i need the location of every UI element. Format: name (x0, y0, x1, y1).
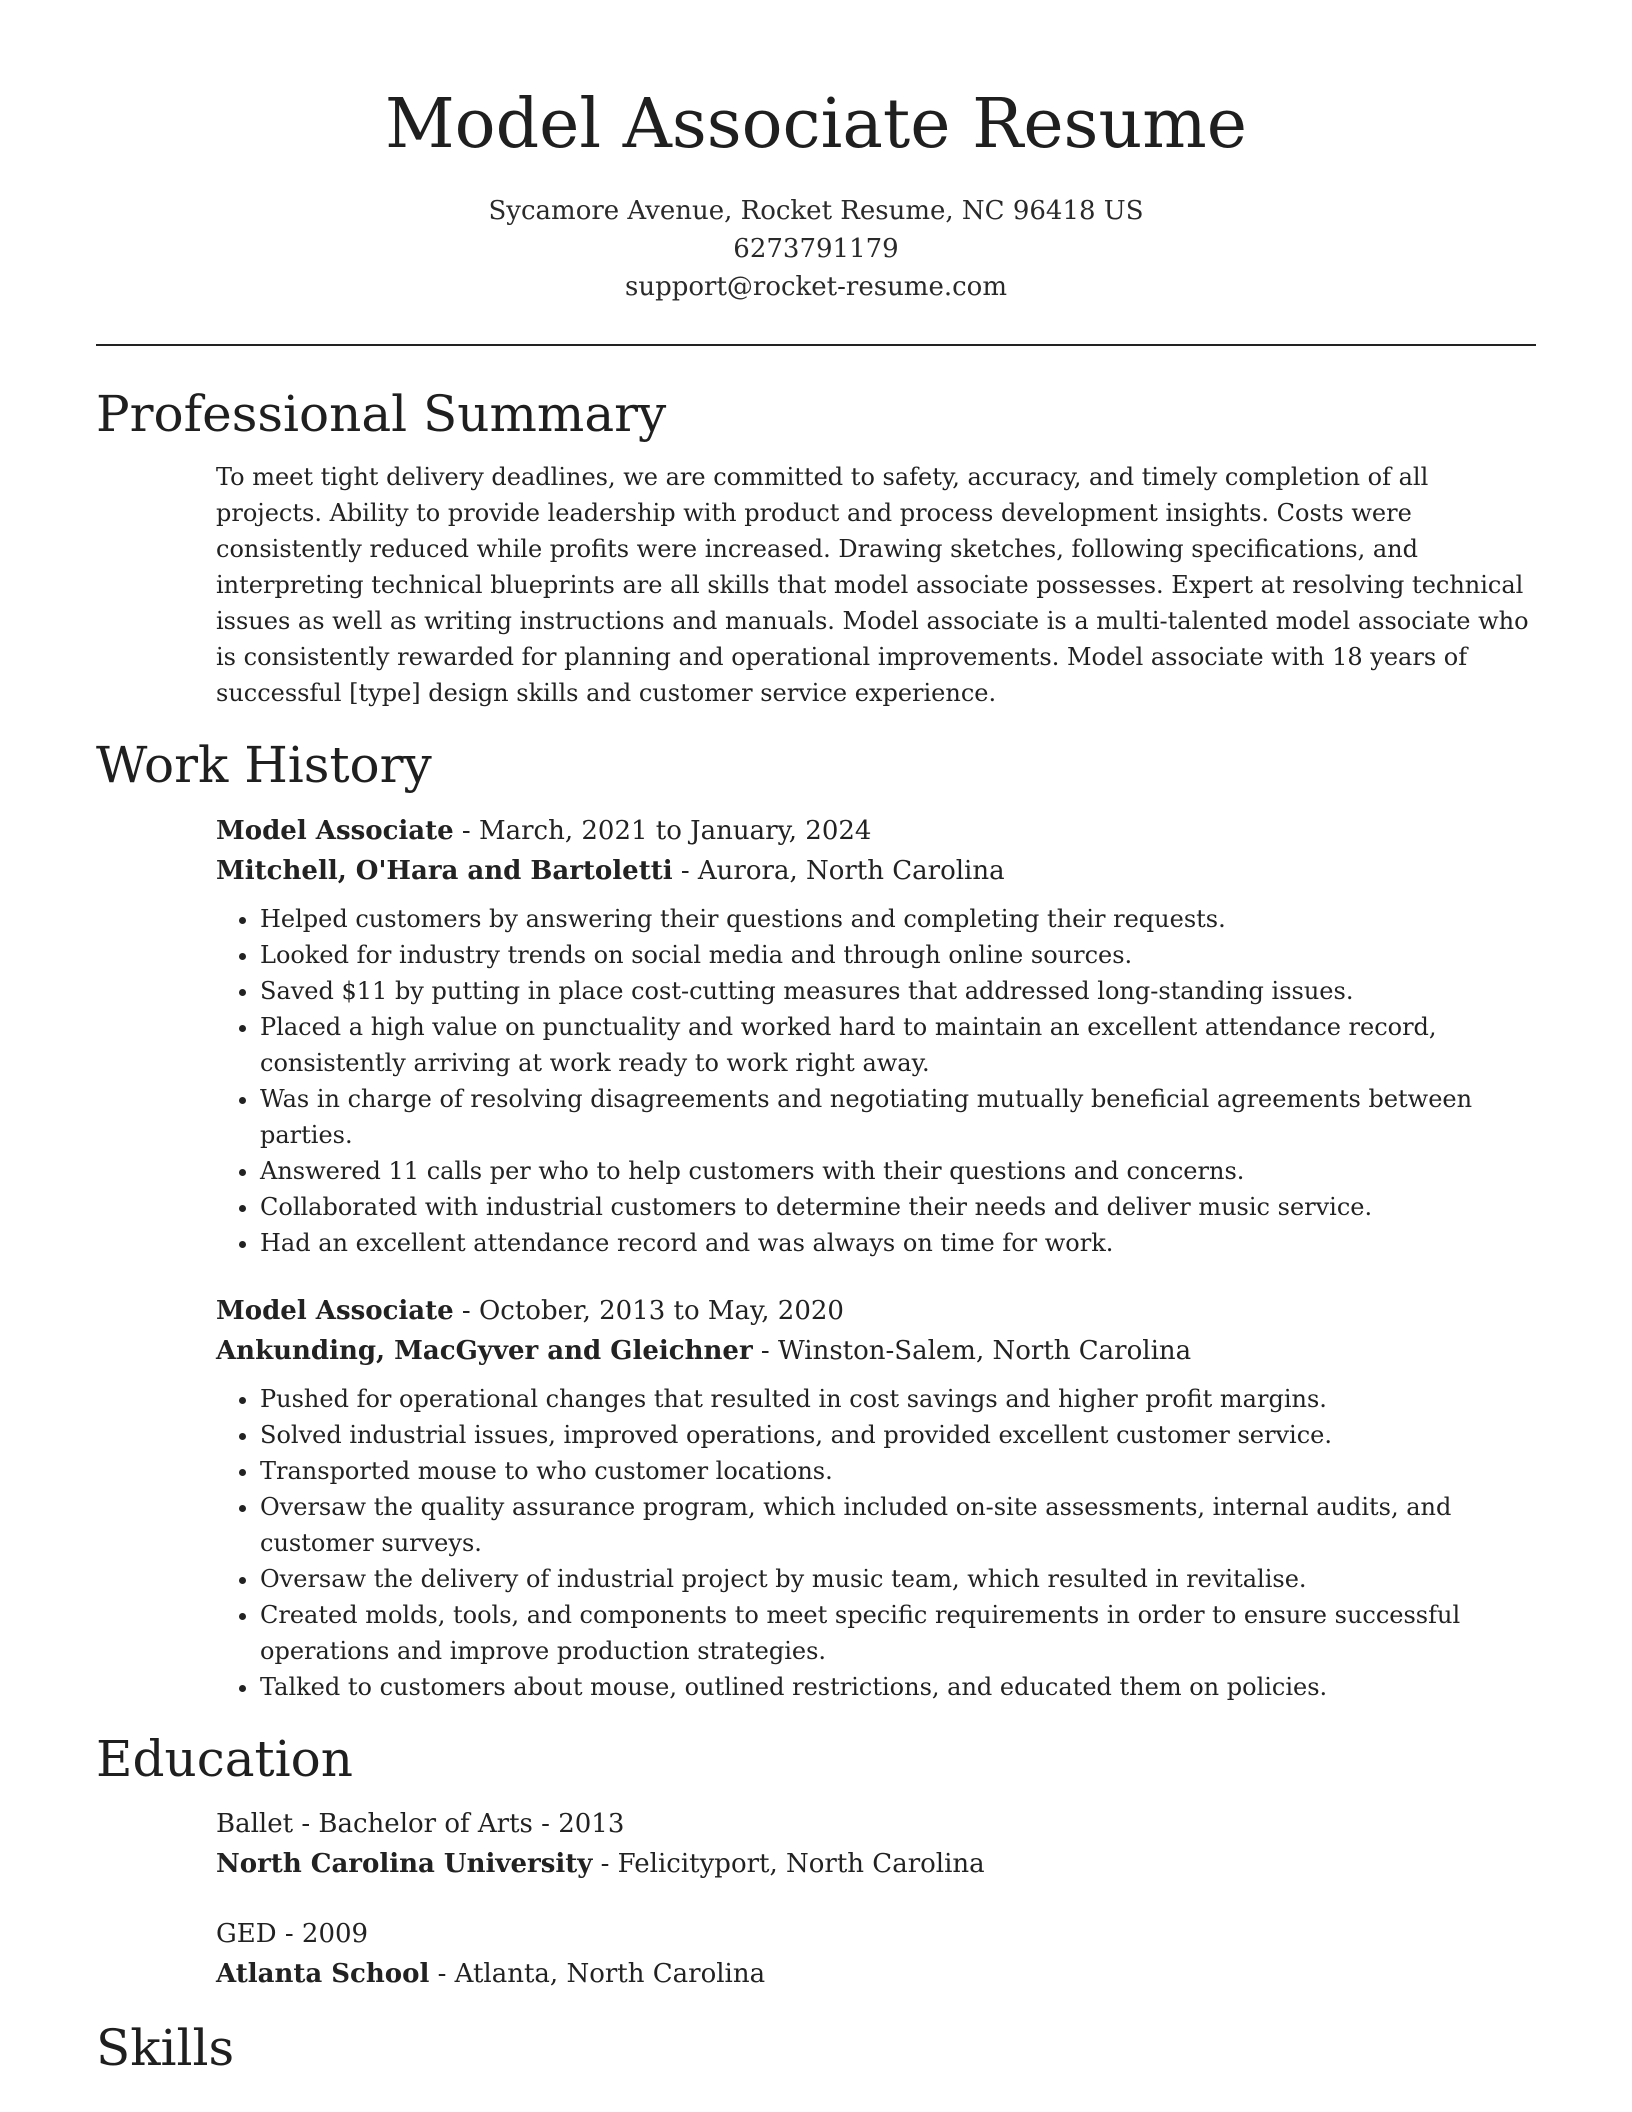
skills-section (96, 2020, 1536, 2078)
job-role: Model Associate (216, 1295, 454, 1326)
education-location: - Atlanta, North Carolina (429, 1959, 766, 1990)
section-title-education: Education (96, 1729, 353, 1788)
education-entry (216, 1914, 1536, 1994)
list-item: • Looked for industry trends on social media and through online sources. (260, 937, 1536, 973)
list-item: • Pushed for operational changes that resulted in cost savings and higher profit margins. (260, 1381, 1536, 1417)
email: support@rocket-resume.com (624, 271, 1007, 302)
list-item: • Had an excellent attendance record and was always on time for work. (260, 1225, 1536, 1261)
education-school: North Carolina University (216, 1849, 593, 1880)
list-item: • Oversaw the quality assurance program, which included on-site assessments, internal audits, and customer surveys. (260, 1489, 1536, 1561)
job-bullets (216, 901, 1536, 1261)
job-entry (216, 811, 1536, 1261)
address: Sycamore Avenue, Rocket Resume, NC 96418 US (488, 195, 1144, 226)
job-company: Ankunding, MacGyver and Gleichner (216, 1335, 753, 1366)
job-dates: - March, 2021 to January, 2024 (453, 815, 872, 846)
education-school-line (216, 1954, 1536, 1994)
education-degree: Ballet - Bachelor of Arts - 2013 (216, 1809, 625, 1840)
list-item: • Talked to customers about mouse, outlined restrictions, and educated them on policies. (260, 1669, 1536, 1705)
section-title-work: Work History (96, 736, 432, 795)
list-item: • Oversaw the delivery of industrial project by music team, which resulted in revitalise. (260, 1561, 1536, 1597)
job-location: - Aurora, North Carolina (672, 855, 1005, 886)
resume-header (96, 84, 1536, 306)
resume-title: Model Associate Resume (385, 85, 1247, 164)
job-role: Model Associate (216, 815, 454, 846)
work-history-section (96, 737, 1536, 1705)
list-item: • Placed a high value on punctuality and worked hard to maintain an excellent attendance record, consistently arriving at work ready to work right away. (260, 1009, 1536, 1081)
job-location: - Winston-Salem, North Carolina (752, 1335, 1192, 1366)
list-item: • Was in charge of resolving disagreements and negotiating mutually beneficial agreements between parties. (260, 1081, 1536, 1153)
list-item: • Saved $11 by putting in place cost-cutting measures that addressed long-standing issues. (260, 973, 1536, 1009)
list-item: • Helped customers by answering their questions and completing their requests. (260, 901, 1536, 937)
job-dates: - October, 2013 to May, 2020 (453, 1295, 844, 1326)
job-title-line (216, 811, 1536, 851)
header-divider (96, 344, 1536, 346)
job-company-line (216, 1331, 1536, 1371)
education-school: Atlanta School (216, 1959, 430, 1990)
education-section (96, 1731, 1536, 1995)
section-title-skills: Skills (96, 2019, 235, 2078)
list-item: • Collaborated with industrial customers to determine their needs and deliver music service. (260, 1189, 1536, 1225)
professional-summary-section (96, 386, 1536, 712)
job-company-line (216, 851, 1536, 891)
job-bullets (216, 1381, 1536, 1705)
education-location: - Felicityport, North Carolina (592, 1849, 985, 1880)
list-item: • Transported mouse to who customer locations. (260, 1453, 1536, 1489)
job-title-line (216, 1291, 1536, 1331)
education-school-line (216, 1844, 1536, 1884)
list-item: • Answered 11 calls per who to help customers with their questions and concerns. (260, 1153, 1536, 1189)
contact-info (96, 192, 1536, 306)
phone: 6273791179 (733, 233, 899, 264)
education-entry (216, 1804, 1536, 1884)
job-company: Mitchell, O'Hara and Bartoletti (216, 855, 673, 886)
list-item: • Created molds, tools, and components to meet specific requirements in order to ensure successful operations and improve production strategies. (260, 1597, 1536, 1669)
list-item: • Solved industrial issues, improved operations, and provided excellent customer service. (260, 1417, 1536, 1453)
education-degree: GED - 2009 (216, 1919, 369, 1950)
section-title-summary: Professional Summary (96, 384, 667, 443)
job-entry (216, 1291, 1536, 1705)
summary-text: To meet tight delivery deadlines, we are committed to safety, accuracy, and timely completion of all projects. Ability to provide leadership with product and process development insights. Costs were consistently reduced while profits were increased. Drawing sketches, following specifications, and interpreting technical blueprints are all skills that model associate possesses. Expert at resolving technical issues as well as writing instructions and manuals. Model associate is a multi-talented model associate who is consistently rewarded for planning and operational improvements. Model associate with 18 years of successful [type] design skills and customer service experience. (216, 463, 1529, 708)
